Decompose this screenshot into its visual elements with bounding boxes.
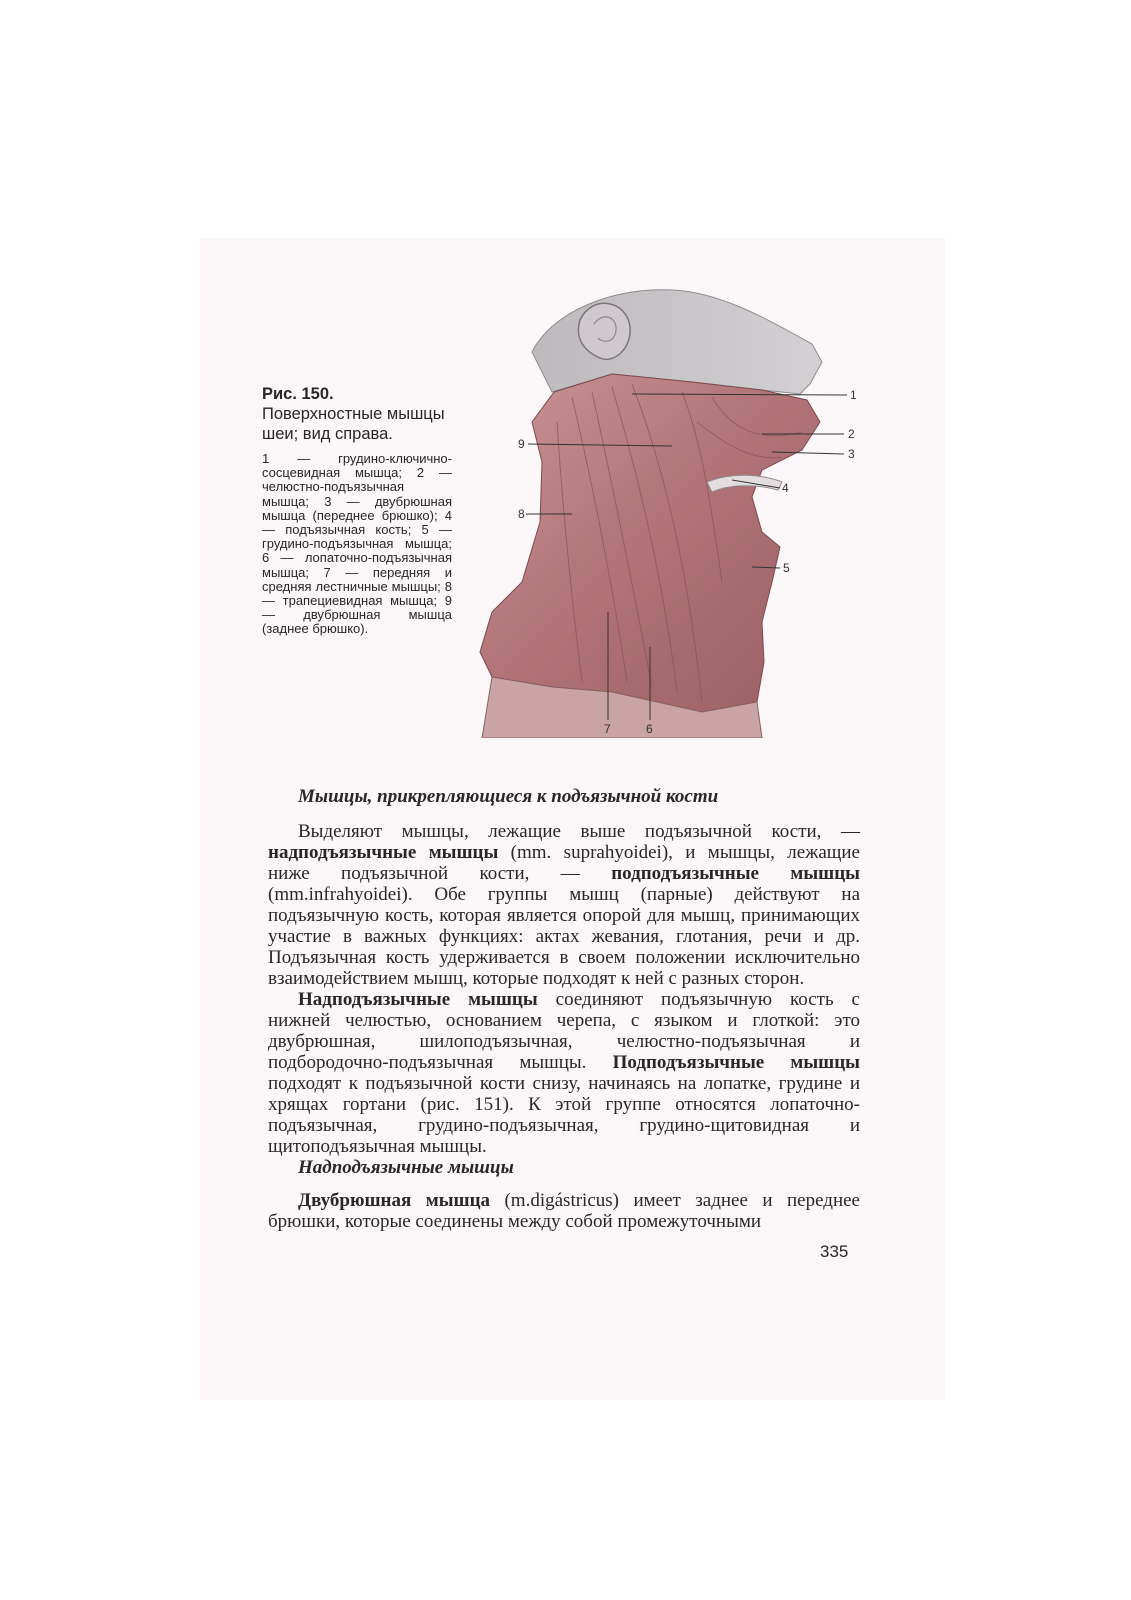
section-heading: Мышцы, прикрепляющиеся к подъязычной кости <box>298 786 719 807</box>
section-1-text <box>268 821 860 1157</box>
paragraph: Выделяют мышцы, лежащие выше подъязычной кости, — надподъязычные мышцы (mm. suprahyoidei), и мышцы, лежащие ниже подъязычной кости, — подподъязычные мышцы (mm.infrahyoidei). Обе группы мышц (парные) действуют на подъязычную кость, которая является опорой для мышц, принимающих участие в важных функциях: актах жевания, глотания, речи и др. Подъязычная кость удерживается в своем положении исключительно взаимодействием мышц, которые подходят к ней с разных сторон. <box>268 821 860 989</box>
label-3: 3 <box>848 447 855 461</box>
figure-caption <box>262 384 452 637</box>
label-8: 8 <box>518 507 525 521</box>
section-heading: Надподъязычные мышцы <box>298 1157 514 1178</box>
figure-number: Рис. 150. <box>262 385 334 403</box>
label-2: 2 <box>848 427 855 441</box>
anatomy-illustration <box>462 282 872 738</box>
bold-term: подподъязычные мышцы <box>611 863 860 884</box>
bold-term: надподъязычные мышцы <box>268 842 499 863</box>
label-1: 1 <box>850 388 857 402</box>
bold-term: Двубрюшная мышца <box>298 1190 491 1211</box>
paragraph: Двубрюшная мышца (m.digástricus) имеет заднее и переднее брюшки, которые соединены между собой промежуточными <box>268 1190 860 1232</box>
bold-term: Подподъязычные мышцы <box>612 1052 860 1073</box>
paragraph: Надподъязычные мышцы соединяют подъязычную кость с нижней челюстью, основанием черепа, с языком и глоткой: это двубрюшная, шилоподъязычная, челюстно-подъязычная и подбородочно-подъязычная мышцы. Подподъязычные мышцы подходят к подъязычной кости снизу, начинаясь на лопатке, грудине и хрящах гортани (рис. 151). К этой группе относятся лопаточно-подъязычная, грудино-подъязычная, грудино-щитовидная и щитоподъязычная мышцы. <box>268 989 860 1157</box>
label-4: 4 <box>782 481 789 495</box>
bold-term: Надподъязычные мышцы <box>298 989 538 1010</box>
label-5: 5 <box>783 561 790 575</box>
label-6: 6 <box>646 722 653 736</box>
figure-title: Поверхностные мышцы шеи; вид справа. <box>262 405 445 443</box>
label-7: 7 <box>604 722 611 736</box>
head-skin <box>532 290 822 394</box>
label-9: 9 <box>518 437 525 451</box>
page-number: 335 <box>820 1242 849 1261</box>
figure-legend: 1 — грудино-ключично-сосцевидная мышца; 2 — челюстно-подъязычная мышца; 3 — двубрюшная мышца (переднее брюшко); 4 — подъязычная кость; 5 — грудино-подъязычная мышца; 6 — лопаточно-подъязычная мышца; 7 — передняя и средняя лестничные мышцы; 8 — трапециевидная мышца; 9 — двубрюшная мышца (заднее брюшко). <box>262 451 452 637</box>
neck-muscles-drawing <box>462 282 872 738</box>
figure-caption-title <box>262 384 452 444</box>
section-2-text <box>268 1190 860 1232</box>
